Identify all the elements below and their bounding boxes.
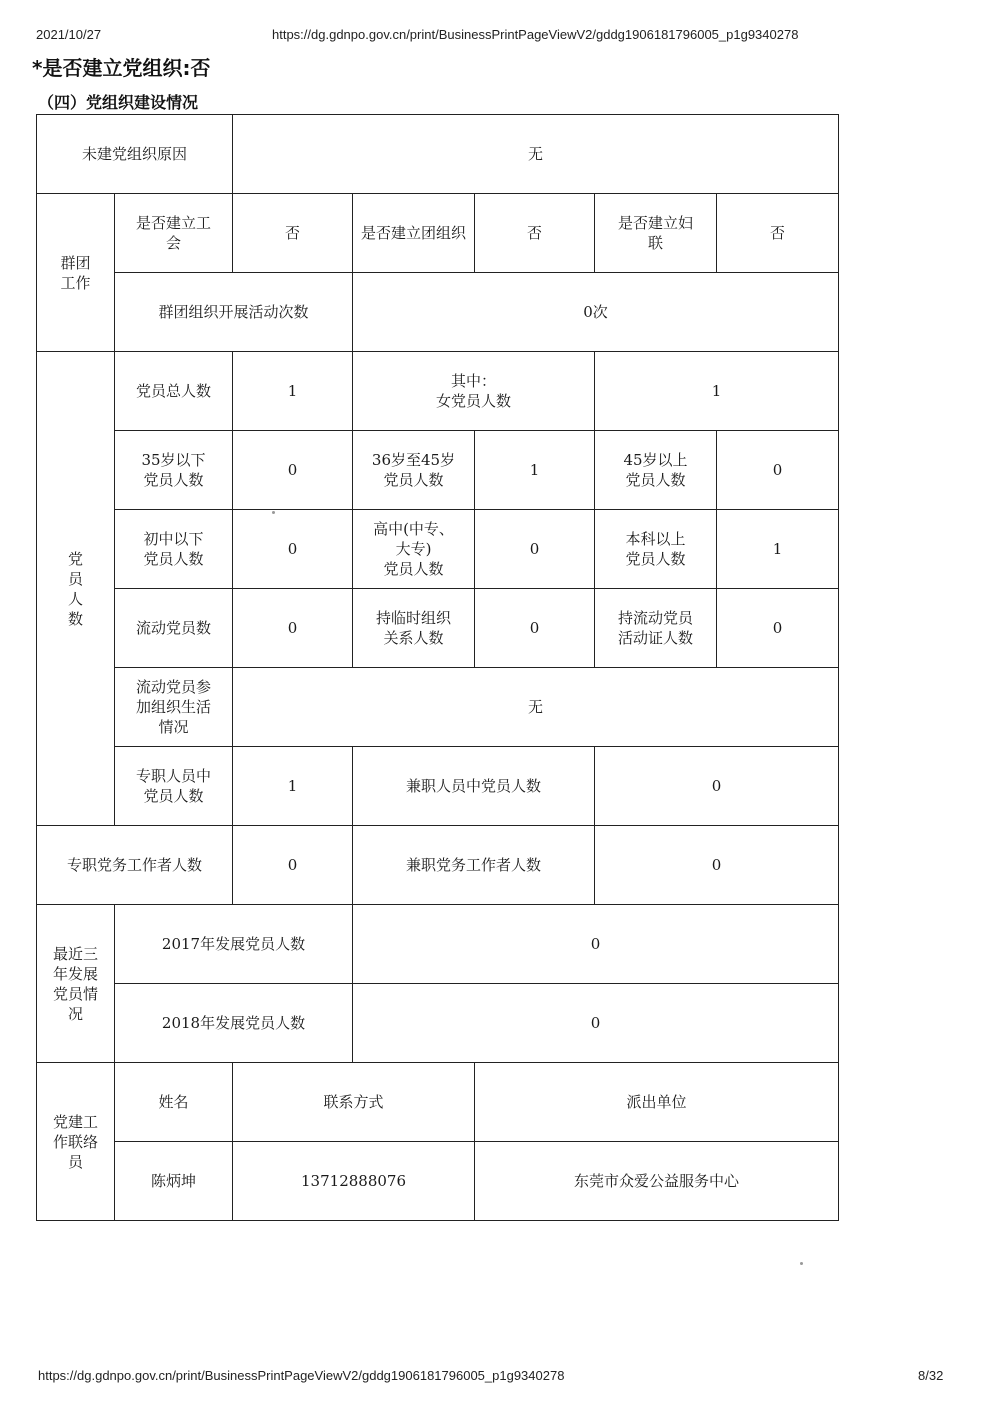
liaison-group-label: 党建工 作联络 员	[37, 1063, 115, 1221]
y2017-label: 2017年发展党员人数	[115, 905, 353, 984]
junior-value: 0	[233, 510, 353, 589]
liaison-contact: 13712888076	[233, 1142, 475, 1221]
junior-label: 初中以下 党员人数	[115, 510, 233, 589]
age45-value: 0	[717, 431, 839, 510]
bachelor-label: 本科以上 党员人数	[595, 510, 717, 589]
women-label: 是否建立妇 联	[595, 194, 717, 273]
print-date: 2021/10/27	[36, 27, 102, 42]
activity-label: 群团组织开展活动次数	[115, 273, 353, 352]
age35-value: 0	[233, 431, 353, 510]
party-building-table	[36, 114, 838, 1221]
total-value: 1	[233, 352, 353, 431]
floating-label: 流动党员数	[115, 589, 233, 668]
y2017-value: 0	[353, 905, 839, 984]
liaison-unit-header: 派出单位	[475, 1063, 839, 1142]
age45-label: 45岁以上 党员人数	[595, 431, 717, 510]
league-value: 否	[475, 194, 595, 273]
senior-value: 0	[475, 510, 595, 589]
temp-label: 持临时组织 关系人数	[353, 589, 475, 668]
recent-group-label: 最近三 年发展 党员情 况	[37, 905, 115, 1063]
temp-value: 0	[475, 589, 595, 668]
senior-label: 高中(中专、 大专) 党员人数	[353, 510, 475, 589]
fulltime-members-label: 专职人员中 党员人数	[115, 747, 233, 826]
age36-45-label: 36岁至45岁 党员人数	[353, 431, 475, 510]
bachelor-value: 1	[717, 510, 839, 589]
scan-speck	[272, 511, 275, 514]
members-group-label: 党 员 人 数	[37, 352, 115, 826]
section-title: （四）党组织建设情况	[38, 93, 199, 112]
parttime-members-value: 0	[595, 747, 839, 826]
footer-url: https://dg.gdnpo.gov.cn/print/BusinessPrintPageViewV2/gddg1906181796005_p1g9340278	[38, 1368, 565, 1383]
floating-life-label: 流动党员参 加组织生活 情况	[115, 668, 233, 747]
fulltime-members-value: 1	[233, 747, 353, 826]
parttime-members-label: 兼职人员中党员人数	[353, 747, 595, 826]
floating-life-value: 无	[233, 668, 839, 747]
women-value: 否	[717, 194, 839, 273]
age35-label: 35岁以下 党员人数	[115, 431, 233, 510]
union-value: 否	[233, 194, 353, 273]
y2018-value: 0	[353, 984, 839, 1063]
liaison-contact-header: 联系方式	[233, 1063, 475, 1142]
female-label: 其中： 女党员人数	[353, 352, 595, 431]
fulltime-workers-label: 专职党务工作者人数	[37, 826, 233, 905]
union-label: 是否建立工 会	[115, 194, 233, 273]
female-value: 1	[595, 352, 839, 431]
cert-label: 持流动党员 活动证人数	[595, 589, 717, 668]
league-label: 是否建立团组织	[353, 194, 475, 273]
age36-45-value: 1	[475, 431, 595, 510]
activity-value: 0次	[353, 273, 839, 352]
parttime-workers-label: 兼职党务工作者人数	[353, 826, 595, 905]
liaison-name-header: 姓名	[115, 1063, 233, 1142]
liaison-unit: 东莞市众爱公益服务中心	[475, 1142, 839, 1221]
cert-value: 0	[717, 589, 839, 668]
mass-group-label: 群团 工作	[37, 194, 115, 352]
y2018-label: 2018年发展党员人数	[115, 984, 353, 1063]
page-number: 8/32	[918, 1368, 944, 1383]
fulltime-workers-value: 0	[233, 826, 353, 905]
floating-value: 0	[233, 589, 353, 668]
party-org-established: *是否建立党组织:否	[32, 56, 211, 80]
liaison-name: 陈炳坤	[115, 1142, 233, 1221]
parttime-workers-value: 0	[595, 826, 839, 905]
print-url: https://dg.gdnpo.gov.cn/print/BusinessPrintPageViewV2/gddg1906181796005_p1g9340278	[272, 27, 799, 42]
reason-label: 未建党组织原因	[37, 115, 233, 194]
scan-speck	[800, 1262, 803, 1265]
reason-value: 无	[233, 115, 839, 194]
total-label: 党员总人数	[115, 352, 233, 431]
